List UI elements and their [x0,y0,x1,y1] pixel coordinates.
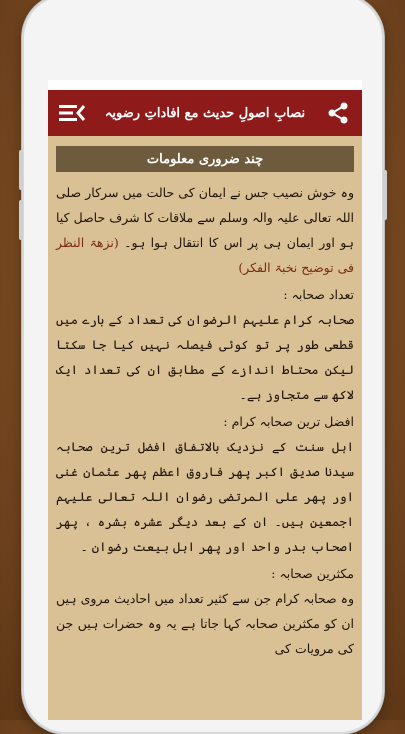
menu-back-icon[interactable] [56,97,88,129]
app-bar [48,90,362,136]
heading-mukthirin: مکثرین صحابہ : [271,566,354,581]
share-icon[interactable] [322,97,354,129]
content-area[interactable] [48,136,362,720]
volume-button [19,150,23,190]
paragraph-definition: وہ خوش نصیب جس نے ایمان کی حالت میں سرکار صلی اللہ تعالی علیہ والہ وسلم سے ملاقات کا شرف حاصل کیا ہو اور ایمان ہی پر اس کا انتقال ہوا ہو۔ (نزھۃ النظر فی توضیح نخبۃ الفکر) [56,185,354,275]
reference-quote: (نزھۃ النظر فی توضیح نخبۃ الفکر) [56,235,354,275]
heading-companions-count: تعداد صحابہ : [283,287,354,302]
app-title: نصابِ اصولِ حدیث مع افاداتِ رضویہ [104,105,306,121]
power-button [383,170,387,220]
paragraph-mukthirin: وہ صحابہ کرام جن سے کثیر تعداد میں احادیث مروی ہیں ان کو مکثرین صحابہ کہا جاتا ہے یہ وہ حضرات ہیں جن کی مرویات کی [56,591,354,656]
status-bar [48,80,362,90]
app-screen [48,90,362,720]
volume-button [19,200,23,240]
paragraph-companions-count: صحابہ کرام علیہم الرضوان کی تعداد کے بارے میں قطعی طور پر تو کوئی فیصلہ نہیں کیا جا سکتا لیکن محتاط اندازے کے مطابق ان کی تعداد ایک لاکھ سے متجاوز ہے۔ [56,312,354,402]
section-title: چند ضروری معلومات [56,146,354,172]
heading-best-companions: افضل ترین صحابہ کرام : [223,414,354,429]
paragraph-best-companions: اہل سنت کے نزدیک بالاتفاق افضل ترین صحابہ سیدنا صدیق اکبر پھر فاروق اعظم پھر عثمان غنی اور پھر علی المرتضی رضوان اللہ تعالی علیہم اجمعین ہیں۔ ان کے بعد دیگر عشرہ بشرہ ، پھر اصحاب بدر واحد اور پھر اہل بیعت رضوان ۔ [56,439,354,554]
